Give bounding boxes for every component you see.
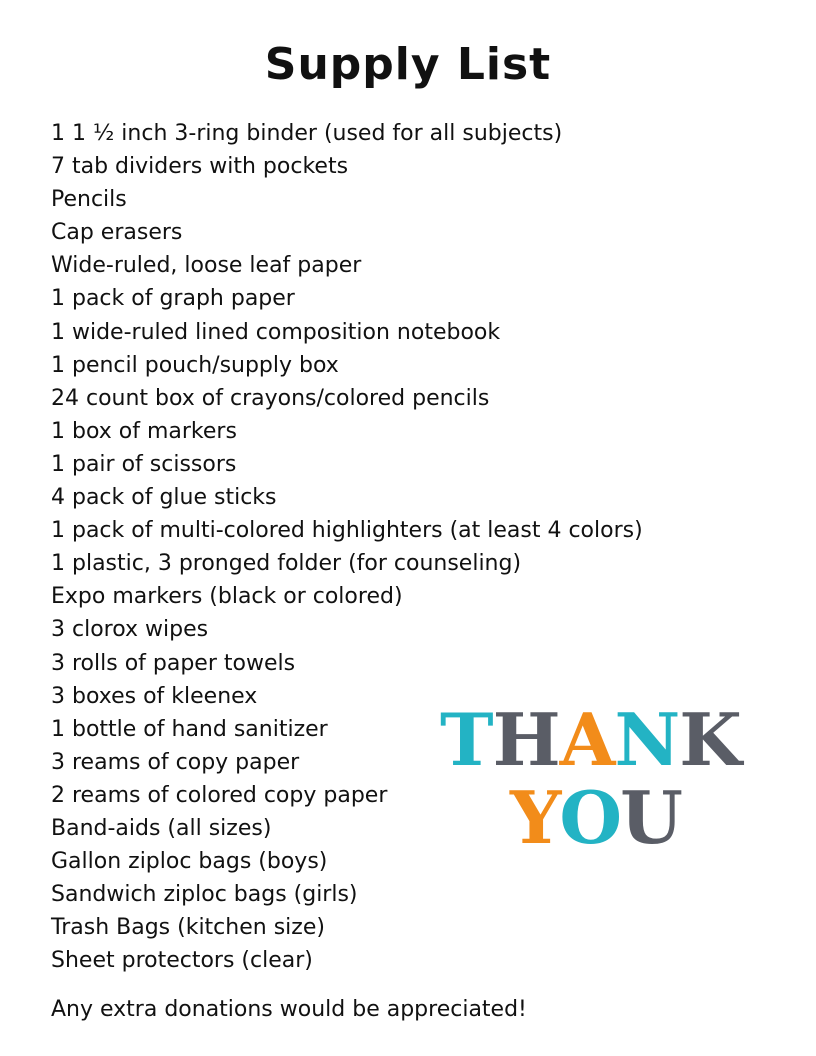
list-item: Sandwich ziploc bags (girls) [51, 882, 358, 908]
list-item: 1 plastic, 3 pronged folder (for counseling) [51, 551, 522, 577]
list-item: 1 bottle of hand sanitizer [51, 716, 328, 742]
footer-note: Any extra donations would be appreciated! [51, 997, 527, 1022]
list-item: 24 count box of crayons/colored pencils [51, 385, 490, 411]
thank-you-letter: O [559, 775, 621, 860]
thank-you-graphic [440, 697, 755, 865]
thank-you-letter: Y [510, 775, 560, 860]
thank-you-letter: K [679, 697, 741, 782]
list-item: 3 reams of copy paper [51, 749, 300, 775]
list-item: Gallon ziploc bags (boys) [51, 849, 328, 875]
list-item: 4 pack of glue sticks [51, 485, 277, 511]
thank-you-letter: H [492, 697, 560, 782]
list-item: Sheet protectors (clear) [51, 948, 313, 974]
thank-you-letter: A [559, 697, 615, 782]
page-title: Supply List [264, 39, 552, 90]
thank-word [440, 697, 741, 782]
list-item: 3 clorox wipes [51, 617, 209, 643]
list-item: 1 box of markers [51, 418, 237, 444]
list-item: 3 boxes of kleenex [51, 683, 258, 709]
list-item: Cap erasers [51, 220, 183, 246]
list-item: Trash Bags (kitchen size) [51, 915, 325, 941]
list-item: 1 pencil pouch/supply box [51, 352, 339, 378]
list-item: 7 tab dividers with pockets [51, 154, 349, 180]
list-item: 1 1 ½ inch 3-ring binder (used for all subjects) [51, 121, 563, 146]
thank-you-letter: N [614, 697, 680, 782]
list-item: 1 wide-ruled lined composition notebook [51, 319, 501, 345]
thank-you-letter: U [620, 775, 681, 860]
list-item: Wide-ruled, loose leaf paper [51, 253, 362, 279]
list-item: 1 pack of multi-colored highlighters (at least 4 colors) [51, 518, 643, 544]
list-item: Pencils [51, 187, 127, 213]
list-item: 1 pack of graph paper [51, 286, 295, 312]
list-item: 2 reams of colored copy paper [51, 782, 388, 808]
thank-you-letter: T [440, 697, 493, 782]
you-word [510, 775, 681, 860]
list-item: Expo markers (black or colored) [51, 584, 403, 610]
list-item: 3 rolls of paper towels [51, 650, 296, 676]
list-item: 1 pair of scissors [51, 451, 237, 477]
list-item: Band-aids (all sizes) [51, 815, 272, 841]
